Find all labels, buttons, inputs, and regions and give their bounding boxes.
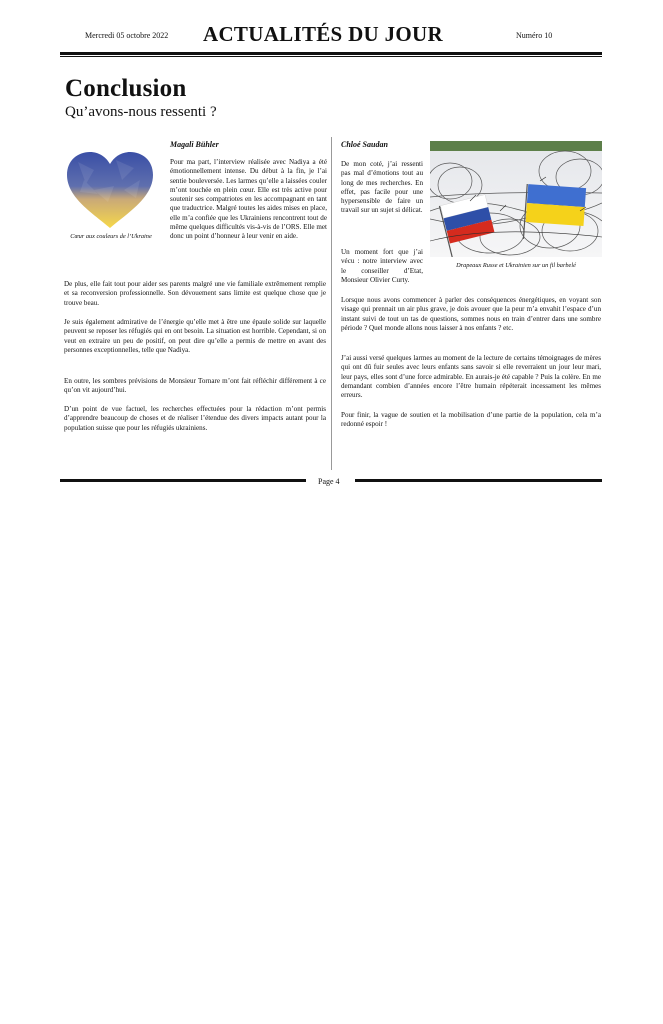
left-paragraph-5: D’un point de vue factuel, les recherches effectuées pour la rédaction m’ont permis d’apprendre beaucoup de choses et de réaliser l’étendue des divers impacts autant pour la population suisse que pour les réfugiés ukrainiens. [64, 405, 326, 432]
column-divider [331, 137, 332, 470]
section-title: Conclusion [65, 75, 187, 102]
right-paragraph-1: De mon coté, j’ai ressenti pas mal d’émotions tout au long de mes recherches. En effet, pas facile pour une hypersensible de faire un travail sur un sujet si délicat. [341, 160, 423, 215]
section-subtitle: Qu’avons-nous ressenti ? [65, 104, 217, 120]
left-author: Magali Bühler [170, 140, 219, 149]
footer-rule-left [60, 479, 306, 482]
right-author: Chloé Saudan [341, 140, 388, 149]
heart-caption: Cœur aux couleurs de l’Ukraine [70, 233, 152, 240]
photo-caption: Drapeaux Russe et Ukrainien sur un fil barbelé [456, 262, 576, 269]
right-paragraph-3: Lorsque nous avons commencer à parler des conséquences énergétiques, en voyant son visage qui prennait un air plus grave, je dois avouer que la peur m’a envahit l’espace d’un instant suivi de tout un tas de questions, sommes nous en train d’entrer dans une sombre période ? Quel monde allons nous laisser à nos enfants ? etc. [341, 296, 601, 332]
issue-date: Mercredi 05 octobre 2022 [85, 31, 169, 40]
page-number: Page 4 [318, 477, 340, 486]
left-paragraph-1: Pour ma part, l’interview réalisée avec Nadiya a été émotionnellement intense. Du début à la fin, je l’ai sentie bouleversée. Les larmes qu’elle a laissées couler m’ont touchée en plein cœur. Elle est très active pour soutenir ses compatriotes en les accompagnant en tant que traductrice. Malgré toutes les aides mises en place, elle m’a confiée que les Ukrainiens rencontrent tout de même quelques difficultés vis-à-vis de l’ORS. Elle met donc un point d’honneur à leur venir en aide. [170, 158, 327, 241]
issue-number: Numéro 10 [516, 31, 553, 40]
header-rule-thin [60, 56, 602, 57]
left-paragraph-3: Je suis également admirative de l’énergie qu’elle met à être une épaule solide sur laquelle peuvent se reposer les réfugiés qui en ont besoin. La situation est horrible. Cependant, si on veut en extraire un peu de positif, on peut dire qu’elle a permis de mettre en avant des personnes exceptionnelles, telle que Nadiya. [64, 318, 326, 354]
footer-rule-right [355, 479, 602, 482]
right-paragraph-5: Pour finir, la vague de soutien et la mobilisation d’une partie de la population, cela m’a redonné espoir ! [341, 411, 601, 429]
flags-barbed-wire-photo [430, 141, 602, 257]
right-paragraph-4: J’ai aussi versé quelques larmes au moment de la lecture de certains témoignages de mères qui ont dû fuir seules avec leurs enfants sans savoir si elle reverraient un jour leur mari, leur pays, elles sont d’une force admirable. En aurais-je été capable ? Puis la colère. En me demandant combien d’années encore l’être humain répéterait incessament les mêmes erreurs. [341, 354, 601, 400]
left-paragraph-4: En outre, les sombres prévisions de Monsieur Tornare m’ont fait réfléchir différement à ce qu’on vit aujourd’hui. [64, 377, 326, 395]
left-paragraph-2: De plus, elle fait tout pour aider ses parents malgré une vie familiale extrêmement remplie et sa reconversion professionnelle. Son dévouement sans limite est quelque chose que je trouve beau. [64, 280, 326, 307]
header-rule-thick [60, 52, 602, 55]
right-paragraph-2: Un moment fort que j’ai vécu : notre interview avec le conseiller d’Etat, Monsieur Olivier Curty. [341, 248, 423, 284]
newspaper-title: ACTUALITÉS DU JOUR [203, 22, 443, 46]
ukraine-heart-image [64, 150, 156, 230]
